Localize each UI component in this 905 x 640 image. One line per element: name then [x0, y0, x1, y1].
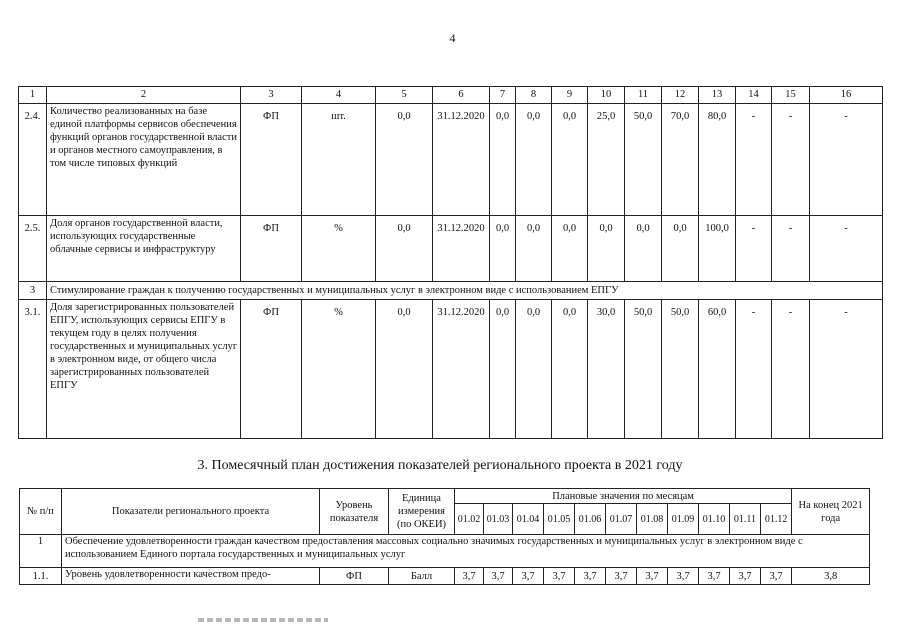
column-number: 16: [810, 87, 883, 104]
section-text: Стимулирование граждан к получению государственных и муниципальных услуг в электронном виде с использованием ЕПГУ: [47, 282, 883, 300]
column-number: 9: [552, 87, 588, 104]
column-number: 2: [47, 87, 241, 104]
month-value: 3,7: [637, 568, 668, 585]
cut-off-text-fragment: [198, 618, 328, 622]
value-cell: 0,0: [516, 300, 552, 439]
header-plan: Плановые значения по месяцам: [455, 489, 792, 504]
month-header: 01.02: [455, 504, 484, 535]
base-value: 0,0: [376, 104, 433, 216]
month-value: 3,7: [575, 568, 606, 585]
column-number: 15: [772, 87, 810, 104]
month-header: 01.10: [699, 504, 730, 535]
indicator-unit: %: [302, 300, 376, 439]
header-year-end: На конец 2021 года: [792, 489, 870, 535]
month-header: 01.03: [484, 504, 513, 535]
month-value: 3,7: [484, 568, 513, 585]
month-header: 01.05: [544, 504, 575, 535]
month-value: 3,7: [668, 568, 699, 585]
header-name: Показатели регионального проекта: [62, 489, 320, 535]
value-cell: 0,0: [625, 216, 662, 282]
section-row: [20, 535, 870, 568]
table-header-row: [20, 489, 870, 504]
column-number: 1: [19, 87, 47, 104]
indicator-name: Доля зарегистрированных пользователей ЕПГУ, использующих сервисы ЕПГУ в текущем году в целях получения государственных и муниципальных услуг в электронном виде, от общего числа зарегистрированных пользователей ЕПГУ: [47, 300, 241, 439]
header-unit: Единица измерения (по ОКЕИ): [389, 489, 455, 535]
column-number: 3: [241, 87, 302, 104]
column-number: 11: [625, 87, 662, 104]
row-number: 2.5.: [19, 216, 47, 282]
indicator-level: ФП: [241, 216, 302, 282]
value-cell: -: [736, 300, 772, 439]
column-number: 13: [699, 87, 736, 104]
base-value: 0,0: [376, 300, 433, 439]
value-cell: 0,0: [516, 216, 552, 282]
row-number: 2.4.: [19, 104, 47, 216]
value-cell: -: [736, 216, 772, 282]
column-number: 4: [302, 87, 376, 104]
table-row: [19, 104, 883, 216]
column-number: 12: [662, 87, 699, 104]
table-row: [19, 216, 883, 282]
month-header: 01.08: [637, 504, 668, 535]
value-cell: 0,0: [516, 104, 552, 216]
month-value: 3,7: [606, 568, 637, 585]
value-cell: 0,0: [490, 104, 516, 216]
month-header: 01.11: [730, 504, 761, 535]
value-cell: 60,0: [699, 300, 736, 439]
value-cell: -: [810, 300, 883, 439]
column-number: 7: [490, 87, 516, 104]
base-value: 0,0: [376, 216, 433, 282]
month-header: 01.12: [761, 504, 792, 535]
table-row: [19, 300, 883, 439]
column-number: 8: [516, 87, 552, 104]
month-value: 3,7: [544, 568, 575, 585]
indicators-table: [18, 86, 883, 439]
base-date: 31.12.2020: [433, 300, 490, 439]
value-cell: -: [772, 216, 810, 282]
value-cell: 80,0: [699, 104, 736, 216]
value-cell: 0,0: [552, 104, 588, 216]
value-cell: 30,0: [588, 300, 625, 439]
indicator-level: ФП: [241, 300, 302, 439]
value-cell: 0,0: [490, 216, 516, 282]
value-cell: 0,0: [662, 216, 699, 282]
header-num: № п/п: [20, 489, 62, 535]
month-header: 01.04: [513, 504, 544, 535]
header-level: Уровень показателя: [320, 489, 389, 535]
indicator-name: Уровень удовлетворенности качеством предо-: [62, 568, 320, 585]
monthly-plan-table: [19, 488, 870, 585]
month-value: 3,7: [761, 568, 792, 585]
row-number: 3.1.: [19, 300, 47, 439]
section-text: Обеспечение удовлетворенности граждан качеством предоставления массовых социально значимых государственных и муниципальных услуг в электронном виде с использованием Единого портала государственных и муниципальных услуг: [62, 535, 870, 568]
section-number: 3: [19, 282, 47, 300]
month-header: 01.07: [606, 504, 637, 535]
value-cell: 0,0: [588, 216, 625, 282]
value-cell: 0,0: [552, 300, 588, 439]
column-number: 10: [588, 87, 625, 104]
row-number: 1.1.: [20, 568, 62, 585]
month-header: 01.06: [575, 504, 606, 535]
value-cell: 50,0: [625, 104, 662, 216]
column-number: 14: [736, 87, 772, 104]
table-header-row: [19, 87, 883, 104]
indicator-level: ФП: [241, 104, 302, 216]
section-number: 1: [20, 535, 62, 568]
month-value: 3,7: [513, 568, 544, 585]
indicator-unit: Балл: [389, 568, 455, 585]
value-cell: -: [772, 104, 810, 216]
base-date: 31.12.2020: [433, 104, 490, 216]
section-row: [19, 282, 883, 300]
month-header: 01.09: [668, 504, 699, 535]
value-cell: -: [810, 216, 883, 282]
indicator-name: Доля органов государственной власти, использующих государственные облачные сервисы и инфраструктуру: [47, 216, 241, 282]
column-number: 6: [433, 87, 490, 104]
value-cell: 50,0: [625, 300, 662, 439]
month-value: 3,7: [730, 568, 761, 585]
month-value: 3,7: [455, 568, 484, 585]
value-cell: 0,0: [490, 300, 516, 439]
column-number: 5: [376, 87, 433, 104]
table-row: [20, 568, 870, 585]
indicator-unit: шт.: [302, 104, 376, 216]
indicator-level: ФП: [320, 568, 389, 585]
value-cell: 100,0: [699, 216, 736, 282]
value-cell: -: [772, 300, 810, 439]
value-cell: -: [810, 104, 883, 216]
value-cell: 70,0: [662, 104, 699, 216]
month-value: 3,7: [699, 568, 730, 585]
value-cell: -: [736, 104, 772, 216]
value-cell: 50,0: [662, 300, 699, 439]
section-title: 3. Помесячный план достижения показателей регионального проекта в 2021 году: [197, 458, 683, 473]
value-cell: 25,0: [588, 104, 625, 216]
indicator-name: Количество реализованных на базе единой платформы сервисов обеспечения функций органов государственной власти и органов местного самоуправления, в том числе типовых функций: [47, 104, 241, 216]
page-number: 4: [449, 31, 456, 45]
value-cell: 0,0: [552, 216, 588, 282]
year-end-value: 3,8: [792, 568, 870, 585]
base-date: 31.12.2020: [433, 216, 490, 282]
indicator-unit: %: [302, 216, 376, 282]
